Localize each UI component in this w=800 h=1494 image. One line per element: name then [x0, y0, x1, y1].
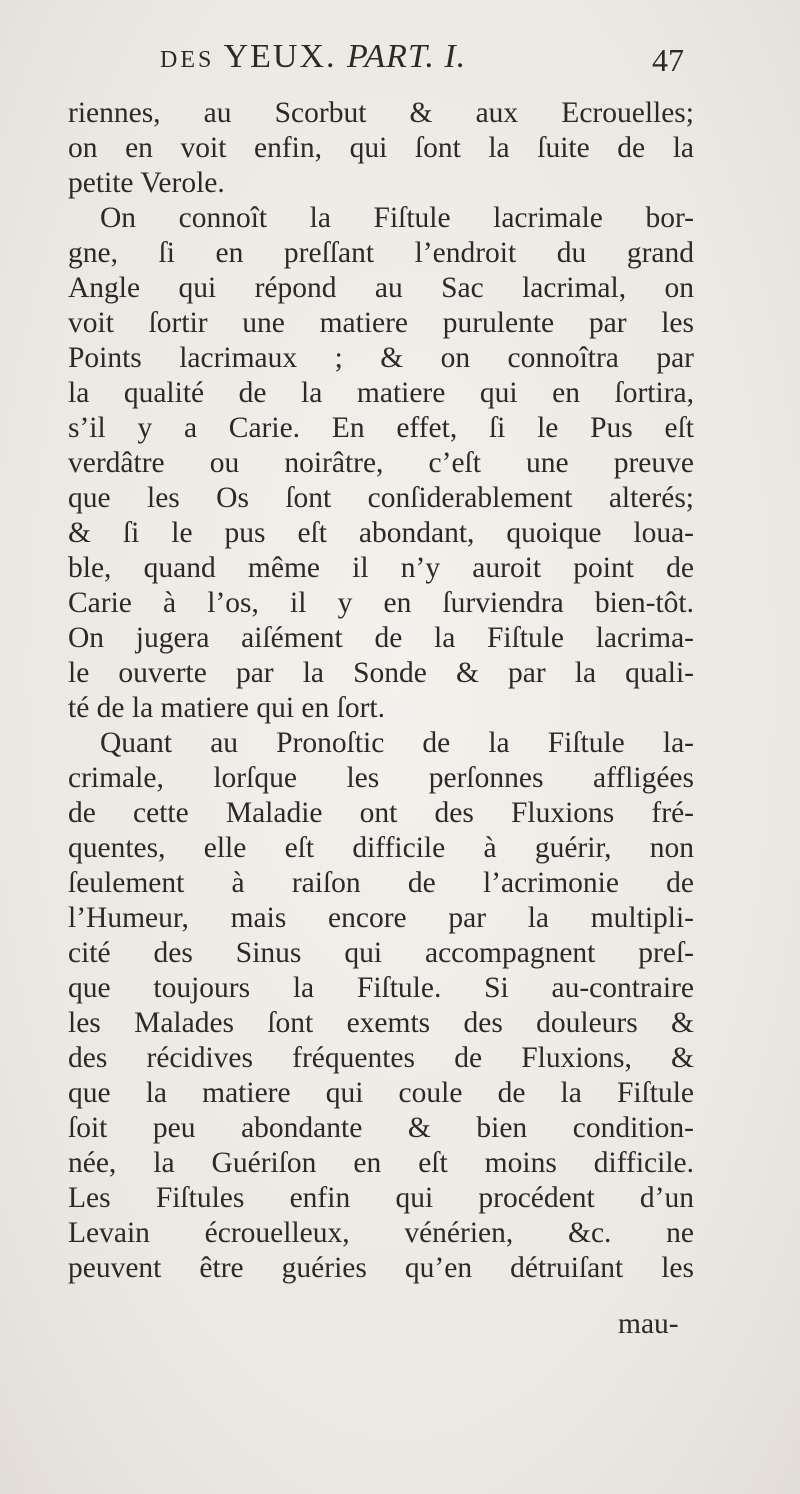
text-line: ble, quand même il n’y auroit point de	[68, 552, 694, 584]
running-head-part: PART. I.	[347, 38, 467, 75]
running-head	[160, 38, 466, 76]
text-line: quentes, elle eſt difficile à guérir, non	[68, 832, 694, 864]
text-line: Points lacrimaux ; & on connoîtra par	[68, 342, 694, 374]
text-line: on en voit enfin, qui ſont la ſuite de la	[68, 132, 694, 164]
page-header	[0, 38, 800, 88]
text-line: cité des Sinus qui accompagnent preſ-	[68, 937, 694, 969]
text-line: Carie à l’os, il y en ſurviendra bien-tôt.	[68, 587, 694, 619]
text-line: té de la matiere qui en ſort.	[68, 692, 385, 724]
text-line: peuvent être guéries qu’en détruiſant les	[68, 1252, 694, 1284]
text-line: On jugera aiſément de la Fiſtule lacrima-	[68, 622, 694, 654]
text-line: la qualité de la matiere qui en ſortira,	[68, 377, 694, 409]
text-line: que la matiere qui coule de la Fiſtule	[68, 1077, 694, 1109]
running-head-yeux: YEUX.	[223, 38, 337, 75]
text-line: que toujours la Fiſtule. Si au-contraire	[68, 972, 694, 1004]
text-line: ſeulement à raiſon de l’acrimonie de	[68, 867, 694, 899]
text-line: s’il y a Carie. En effet, ſi le Pus eſt	[68, 412, 694, 444]
text-line: Angle qui répond au Sac lacrimal, on	[68, 272, 694, 304]
catchword: mau-	[618, 1308, 679, 1340]
text-line: & ſi le pus eſt abondant, quoique loua-	[68, 517, 694, 549]
text-line: petite Verole.	[68, 167, 225, 199]
text-line: Quant au Pronoſtic de la Fiſtule la-	[100, 727, 694, 759]
body-text	[68, 96, 694, 1286]
text-line: de cette Maladie ont des Fluxions fré-	[68, 797, 694, 829]
text-line: On connoît la Fiſtule lacrimale bor-	[100, 202, 694, 234]
text-line: voit ſortir une matiere purulente par les	[68, 307, 694, 339]
running-head-des: DES	[160, 47, 215, 73]
page-number: 47	[652, 42, 684, 78]
text-line: née, la Guériſon en eſt moins difficile.	[68, 1147, 694, 1179]
text-line: crimale, lorſque les perſonnes affligées	[68, 762, 694, 794]
text-line: Les Fiſtules enfin qui procédent d’un	[68, 1182, 694, 1214]
text-line: riennes, au Scorbut & aux Ecrouelles;	[68, 97, 694, 129]
text-line: le ouverte par la Sonde & par la quali-	[68, 657, 694, 689]
text-line: Levain écrouelleux, vénérien, &c. ne	[68, 1217, 694, 1249]
text-line: gne, ſi en preſſant l’endroit du grand	[68, 237, 694, 269]
text-line: l’Humeur, mais encore par la multipli-	[68, 902, 694, 934]
text-line: ſoit peu abondante & bien condition-	[68, 1112, 694, 1144]
text-line: des récidives fréquentes de Fluxions, &	[68, 1042, 694, 1074]
text-line: que les Os ſont conſiderablement alterés;	[68, 482, 694, 514]
text-line: les Malades ſont exemts des douleurs &	[68, 1007, 694, 1039]
text-line: verdâtre ou noirâtre, c’eſt une preuve	[68, 447, 694, 479]
